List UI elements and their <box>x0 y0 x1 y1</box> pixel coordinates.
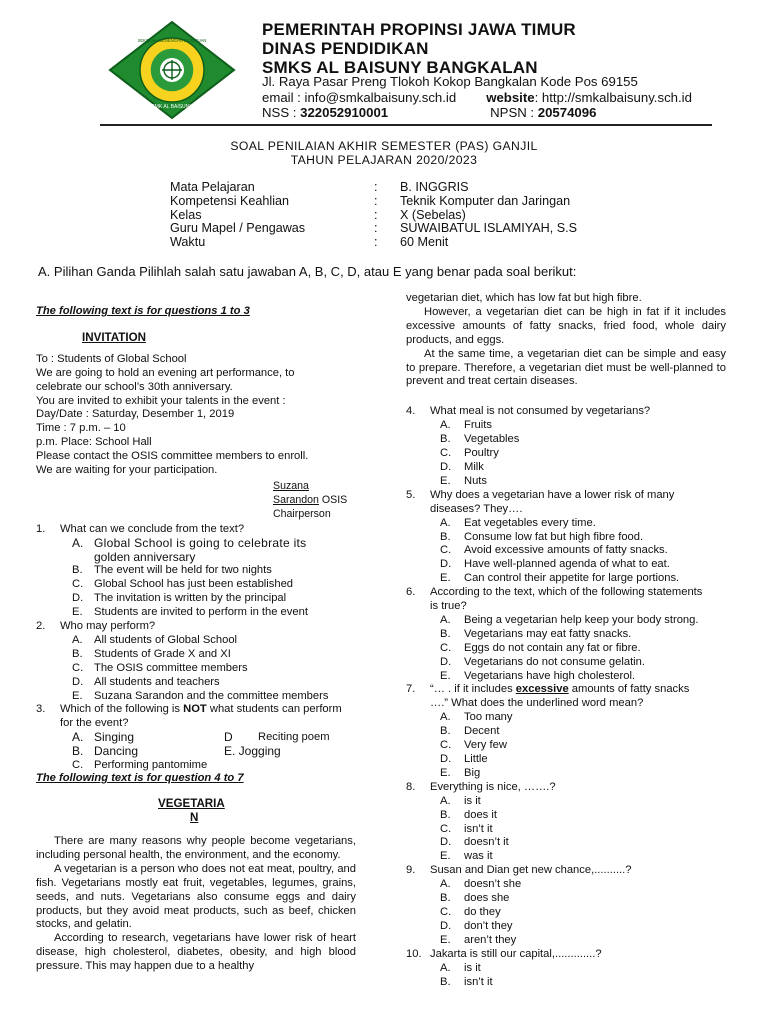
question-text: Susan and Dian get new chance,..........? <box>430 864 632 877</box>
option-letter: D. <box>440 655 452 668</box>
info-row <box>170 209 577 223</box>
option-letter: C. <box>440 905 452 918</box>
invitation-line: We are waiting for your participation. <box>36 464 218 477</box>
option-letter: C. <box>72 578 84 591</box>
option[interactable] <box>36 690 356 704</box>
option-letter: E. <box>72 689 83 702</box>
option-text: is it <box>464 961 481 974</box>
option[interactable] <box>406 558 726 572</box>
logo-bottom-text: SMK AL BAISUNY <box>151 104 193 110</box>
option-letter: D <box>224 730 233 745</box>
school-logo <box>108 20 236 120</box>
left-column <box>36 305 356 974</box>
option-text: Eat vegetables every time. <box>464 516 596 529</box>
department-name: DINAS PENDIDIKAN <box>262 39 429 58</box>
website-label: website <box>486 89 535 105</box>
question-6 <box>406 586 726 600</box>
option-letter: A. <box>440 794 451 807</box>
option-text: isn’t it <box>464 822 493 835</box>
info-value: 60 Menit <box>400 235 449 250</box>
option-letter: A. <box>72 535 84 550</box>
option[interactable] <box>36 662 356 676</box>
info-row <box>170 195 577 209</box>
school-name: SMKS AL BAISUNY BANGKALAN <box>262 58 538 77</box>
option-text: Global School has just been established <box>94 578 294 591</box>
question-2 <box>36 620 356 634</box>
option[interactable] <box>406 475 726 489</box>
text-heading-2: The following text is for question 4 to 7 <box>36 772 244 785</box>
option[interactable] <box>406 767 726 781</box>
option-text: Global School is going to celebrate its <box>94 535 307 550</box>
government-name: PEMERINTAH PROPINSI JAWA TIMUR <box>262 20 576 39</box>
option[interactable] <box>406 809 726 823</box>
question-text: Who may perform? <box>60 620 156 633</box>
option[interactable] <box>406 628 726 642</box>
info-value: SUWAIBATUL ISLAMIYAH, S.S <box>400 221 578 236</box>
info-value: B. INGGRIS <box>400 180 469 194</box>
exam-info-table <box>170 181 577 250</box>
option[interactable] <box>36 676 356 690</box>
invitation-line: celebrate our school’s 30th anniversary. <box>36 380 233 393</box>
option-text: was it <box>464 850 493 863</box>
option-text: don’t they <box>464 919 513 932</box>
question-number: 6. <box>406 586 416 599</box>
option-letter: A. <box>72 633 83 646</box>
option-text: Vegetarians may eat fatty snacks. <box>464 627 632 640</box>
signature-line: Chairperson <box>273 507 331 520</box>
option-text: Vegetarians do not consume gelatin. <box>464 655 645 668</box>
paragraph: vegetarian diet, which has low fat but high fibre. <box>406 292 642 304</box>
option-letter: D. <box>72 592 84 605</box>
info-row <box>170 222 577 236</box>
option-text: The invitation is written by the principal <box>94 592 287 605</box>
section-instruction: A. Pilihan Ganda Pilihlah salah satu jawaban A, B, C, D, atau E yang benar pada soal berikut: <box>38 264 577 279</box>
option-text: Little <box>464 753 488 765</box>
option <box>36 551 356 565</box>
question-3-cont <box>36 717 356 731</box>
option-letter: C. <box>440 739 452 752</box>
option[interactable] <box>36 537 356 551</box>
option[interactable] <box>406 906 726 920</box>
question-text: Jakarta is still our capital,.............? <box>430 947 602 960</box>
option-text: Milk <box>464 460 484 473</box>
option-text: The event will be held for two nights <box>94 564 272 577</box>
question-text: for the event? <box>60 717 129 730</box>
option-text: Eggs do not contain any fat or fibre. <box>464 641 641 654</box>
option[interactable] <box>36 634 356 648</box>
question-text: What meal is not consumed by vegetarians? <box>430 405 651 418</box>
option-text: doesn’t it <box>464 836 509 849</box>
option-letter: C. <box>72 759 84 772</box>
option[interactable] <box>406 892 726 906</box>
invitation-line: Time : 7 p.m. – 10 <box>36 422 126 435</box>
option[interactable] <box>406 447 726 461</box>
option[interactable] <box>36 578 356 592</box>
question-number: 3. <box>36 703 46 716</box>
option-text: Suzana Sarandon and the committee members <box>94 689 329 702</box>
option-text[interactable]: Performing pantomime <box>94 759 208 772</box>
option-text: Poultry <box>464 447 499 460</box>
question-text: diseases? They…. <box>430 502 523 515</box>
question-number: 2. <box>36 620 46 633</box>
option-letter: A. <box>440 419 451 432</box>
option[interactable] <box>406 753 726 767</box>
info-key: Guru Mapel / Pengawas <box>170 221 306 236</box>
question-1 <box>36 523 356 537</box>
option[interactable] <box>406 642 726 656</box>
signature-name: Sarandon <box>273 493 319 506</box>
info-colon: : <box>374 193 378 208</box>
option[interactable] <box>406 739 726 753</box>
question-7 <box>406 683 726 697</box>
question-emphasis: NOT <box>183 703 207 716</box>
invitation-line: Please contact the OSIS committee members to enroll. <box>36 450 309 463</box>
question-5-cont <box>406 503 726 517</box>
question-text: ….” What does the underlined word mean? <box>430 697 644 710</box>
option-letter: E. <box>440 572 451 585</box>
invitation-line: You are invited to exhibit your talents in the event : <box>36 394 286 407</box>
school-address: Jl. Raya Pasar Preng Tlokoh Kokop Bangkalan Kode Pos 69155 <box>262 74 638 89</box>
paragraph: At the same time, a vegetarian diet can be simple and easy to prepare. Therefore, a vegetarian diet must be well-planned to prevent and treat certain diseases. <box>406 347 726 388</box>
option[interactable] <box>406 836 726 850</box>
option[interactable] <box>406 962 726 976</box>
option-text: Being a vegetarian help keep your body strong. <box>464 613 699 626</box>
question-text: Which of the following is <box>60 703 184 716</box>
vegetarian-title: VEGETARIA <box>158 797 225 811</box>
option-letter: E. <box>440 933 451 946</box>
q3-options-row-2 <box>36 745 356 759</box>
vegetarian-title-2: N <box>190 811 199 825</box>
question-7-cont <box>406 697 726 711</box>
invitation-line: Day/Date : Saturday, Desember 1, 2019 <box>36 408 235 421</box>
option-letter: A. <box>440 961 451 974</box>
option[interactable] <box>36 606 356 620</box>
option[interactable] <box>406 656 726 670</box>
option[interactable] <box>36 592 356 606</box>
question-text: What can we conclude from the text? <box>60 522 245 535</box>
question-text: According to the text, which of the following statements <box>430 586 703 599</box>
option-text[interactable]: Reciting poem <box>258 731 330 744</box>
option-text: doesn’t she <box>464 878 522 891</box>
option-text: Have well-planned agenda of what to eat. <box>464 558 670 571</box>
option[interactable] <box>406 461 726 475</box>
info-colon: : <box>374 235 378 250</box>
underlined-word: excessive <box>515 683 569 696</box>
option[interactable] <box>406 614 726 628</box>
option[interactable] <box>406 878 726 892</box>
question-number: 4. <box>406 405 416 418</box>
option-text: do they <box>464 905 501 918</box>
option-text: All students of Global School <box>94 633 238 646</box>
question-4 <box>406 405 726 419</box>
info-key: Waktu <box>170 235 206 250</box>
logo-top-text: SEKOLAH MENENGAH KEJURUAN <box>137 38 207 43</box>
option-text: All students and teachers <box>94 675 220 688</box>
question-6-cont <box>406 600 726 614</box>
option-letter: B. <box>440 433 451 446</box>
option-text: isn’t it <box>464 975 493 988</box>
option[interactable] <box>36 648 356 662</box>
paragraph: There are many reasons why people become vegetarians, including personal health, the environment, and the economy. <box>36 835 356 861</box>
option-text[interactable]: Dancing <box>94 744 139 759</box>
info-row <box>170 236 577 250</box>
info-key: Mata Pelajaran <box>170 180 255 194</box>
question-5 <box>406 489 726 503</box>
option-letter: A. <box>440 613 451 626</box>
option-letter: B. <box>440 627 451 640</box>
letterhead-divider <box>100 124 712 126</box>
option-text: is it <box>464 794 481 807</box>
invitation-line: p.m. Place: School Hall <box>36 436 152 449</box>
paragraph: A vegetarian is a person who does not eat meat, poultry, and fish. Vegetarians mostly eat fruit, vegetables, legumes, grains, seeds, and nuts. Vegetarians also consume eggs and dairy products, but they avoid meat products, such as beef, chicken stocks, and gelatin. <box>36 862 356 931</box>
option-letter: C. <box>440 822 452 835</box>
option-letter: E. <box>440 766 451 779</box>
option[interactable] <box>406 976 726 990</box>
invitation-signature <box>273 480 356 522</box>
email-label: email : <box>262 89 305 105</box>
option-letter: B. <box>440 725 451 738</box>
info-colon: : <box>374 207 378 222</box>
option-letter: D. <box>440 836 452 849</box>
option[interactable] <box>36 564 356 578</box>
option-text: Consume low fat but high fibre food. <box>464 530 644 543</box>
option-text: Nuts <box>464 474 488 487</box>
option-letter: D. <box>440 753 452 765</box>
option-letter: B. <box>440 892 451 905</box>
option[interactable] <box>406 531 726 545</box>
question-text: is true? <box>430 600 467 613</box>
option-letter: C. <box>440 544 452 557</box>
option[interactable] <box>406 823 726 837</box>
signature-line: Suzana <box>273 479 309 492</box>
option-letter: B. <box>440 975 451 988</box>
option[interactable] <box>406 795 726 809</box>
option-text: Students of Grade X and XI <box>94 647 231 660</box>
option[interactable] <box>406 934 726 948</box>
signature-line <box>273 494 356 508</box>
info-colon: : <box>374 221 378 236</box>
option-text: aren’t they <box>464 933 517 946</box>
option-letter: B. <box>440 808 451 821</box>
option-text: Very few <box>464 739 507 752</box>
info-key: Kelas <box>170 207 202 222</box>
option[interactable] <box>406 711 726 725</box>
info-value: X (Sebelas) <box>400 207 466 222</box>
option-text: Decent <box>464 725 500 738</box>
option[interactable] <box>406 670 726 684</box>
option[interactable] <box>406 433 726 447</box>
option-text: does it <box>464 808 497 821</box>
info-row <box>170 181 577 195</box>
question-number: 5. <box>406 488 416 501</box>
option-letter: C. <box>440 641 452 654</box>
question-text: “… . if it includes <box>430 683 516 696</box>
option-text: Vegetarians have high cholesterol. <box>464 669 636 682</box>
option-text: The OSIS committee members <box>94 661 248 674</box>
question-10 <box>406 948 726 962</box>
option-letter: D. <box>440 919 452 932</box>
paragraph: According to research, vegetarians have lower risk of heart disease, high cholesterol, diabetes, obesity, and high blood pressure. This may happen due to a healthy <box>36 932 356 973</box>
question-number: 9. <box>406 864 416 877</box>
option-letter: E. <box>440 474 451 487</box>
option-letter: E. <box>440 669 451 682</box>
option-letter: E. <box>72 606 83 619</box>
info-key: Kompetensi Keahlian <box>170 193 290 208</box>
option-letter: C. <box>72 661 84 674</box>
option-letter: B. <box>72 744 84 759</box>
option-letter: B. <box>440 530 451 543</box>
option-text: golden anniversary <box>94 549 196 564</box>
letterhead-titles <box>262 20 576 77</box>
option-letter: D. <box>440 558 452 571</box>
question-3 <box>36 703 356 717</box>
option-letter: B. <box>72 647 83 660</box>
id-line <box>262 105 692 121</box>
question-text: Everything is nice, …….? <box>430 780 556 793</box>
info-value: Teknik Komputer dan Jaringan <box>400 193 571 208</box>
npsn-value: 20574096 <box>537 105 597 120</box>
question-number: 8. <box>406 780 416 793</box>
q3-options-row-1 <box>36 731 356 745</box>
option-text: Students are invited to perform in the event <box>94 606 308 619</box>
option-letter: B. <box>72 564 83 577</box>
invitation-line: We are going to hold an evening art performance, to <box>36 366 295 379</box>
question-number: 10. <box>406 947 422 960</box>
option-letter: C. <box>440 447 452 460</box>
npsn-label: NPSN : <box>490 105 538 120</box>
option-letter: D. <box>72 675 84 688</box>
option-letter: D. <box>440 460 452 473</box>
option-letter: A. <box>72 730 84 745</box>
question-text: amounts of fatty snacks <box>568 683 690 696</box>
option-letter: A. <box>440 711 451 724</box>
q3-options-row-3 <box>36 759 356 772</box>
option[interactable] <box>406 517 726 531</box>
option[interactable] <box>406 725 726 739</box>
paragraph: However, a vegetarian diet can be high in fat if it includes excessive amounts of fatty snacks, fried food, whole dairy products, and eggs. <box>406 305 726 346</box>
academic-year: TAHUN PELAJARAN 2020/2023 <box>290 153 478 167</box>
option-letter: A. <box>440 516 451 529</box>
website-value: : http://smkalbaisuny.sch.id <box>534 89 692 105</box>
text-heading-1: The following text is for questions 1 to 3 <box>36 305 250 317</box>
option[interactable] <box>406 544 726 558</box>
option-text: Avoid excessive amounts of fatty snacks. <box>464 544 668 557</box>
option[interactable] <box>406 572 726 586</box>
option-text[interactable]: Singing <box>94 730 135 745</box>
option-text: Fruits <box>464 419 492 432</box>
question-9 <box>406 864 726 878</box>
option-text: Too many <box>464 711 513 724</box>
invitation-line: To : Students of Global School <box>36 352 187 365</box>
invitation-title: INVITATION <box>82 330 146 344</box>
option-text: Can control their appetite for large portions. <box>464 572 680 585</box>
contact-line <box>262 90 692 106</box>
option[interactable] <box>406 850 726 864</box>
question-number: 1. <box>36 522 46 535</box>
letterhead-contact <box>262 74 692 121</box>
option-text: Big <box>464 766 481 779</box>
nss-label: NSS : <box>262 105 301 120</box>
option-text[interactable]: E. Jogging <box>224 744 281 759</box>
nss-value: 322052910001 <box>300 105 389 120</box>
question-number: 7. <box>406 683 416 696</box>
question-text: what students can perform <box>206 703 342 716</box>
signature-role: OSIS <box>318 493 348 506</box>
option[interactable] <box>406 920 726 934</box>
exam-title: SOAL PENILAIAN AKHIR SEMESTER (PAS) GANJIL <box>230 139 538 153</box>
question-text: Why does a vegetarian have a lower risk of many <box>430 488 675 501</box>
option-text: Vegetables <box>464 433 520 446</box>
email-value: info@smkalbaisuny.sch.id <box>304 89 457 105</box>
option-letter: A. <box>440 878 451 891</box>
info-colon: : <box>374 180 378 194</box>
option-letter: E. <box>440 850 451 863</box>
question-8 <box>406 781 726 795</box>
right-column <box>406 292 726 989</box>
option[interactable] <box>406 419 726 433</box>
option-text: does she <box>464 892 510 905</box>
